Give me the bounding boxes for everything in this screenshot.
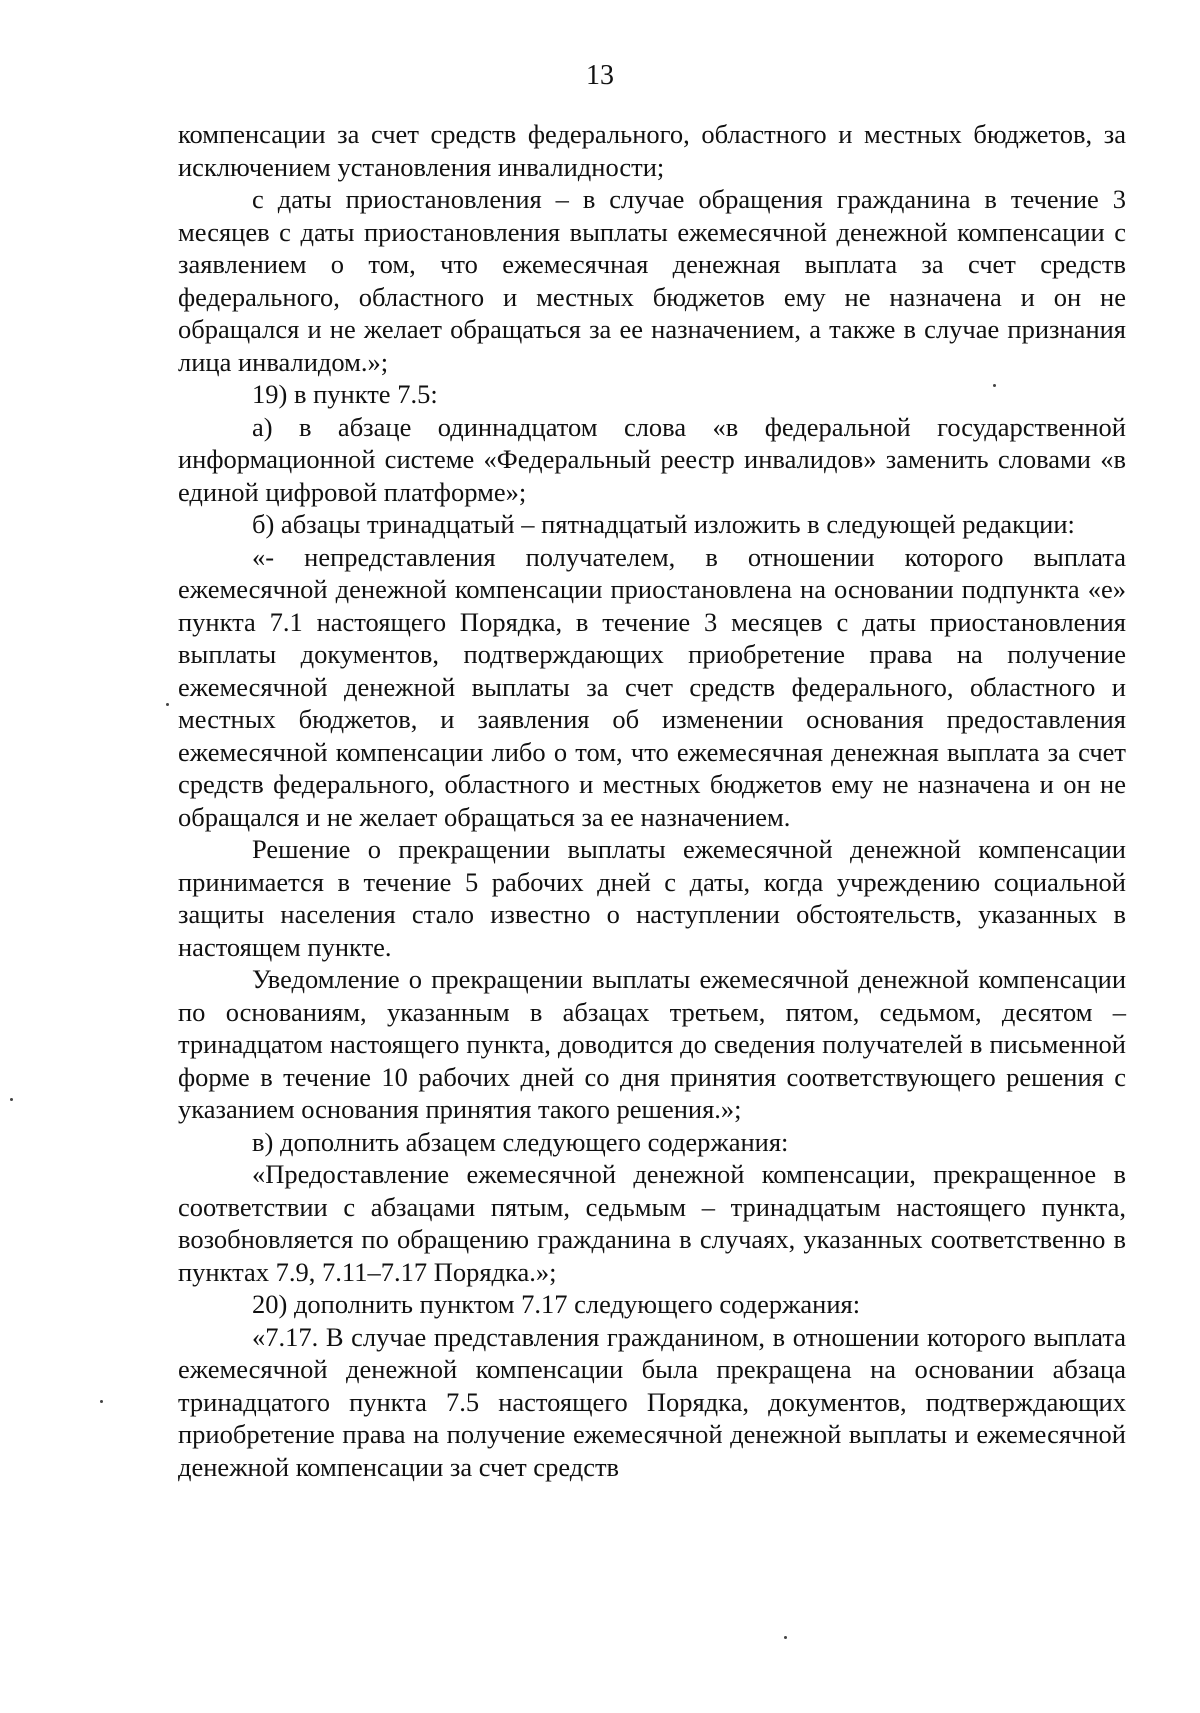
page-number: 13 [586, 60, 614, 91]
paragraph: с даты приостановления – в случае обращения гражданина в течение 3 месяцев с даты приостановления выплаты ежемесячной денежной компенсации с заявлением о том, что ежемесячная денежная выплата за счет средств федерального, областного и местных бюджетов ему не назначена и он не обращался и не желает обращаться за ее назначением, а также в случае признания лица инвалидом.»; [178, 184, 1126, 377]
paragraph-item-19: 19) в пункте 7.5: [252, 379, 438, 409]
paragraph: «Предоставление ежемесячной денежной компенсации, прекращенное в соответствии с абзацами пятым, седьмым – тринадцатым настоящего пункта, возобновляется по обращению гражданина в случаях, указанных соответственно в пунктах 7.9, 7.11–7.17 Порядка.»; [178, 1159, 1126, 1287]
scan-speck [100, 1400, 103, 1403]
scan-speck [993, 384, 996, 387]
paragraph-item-7-17: «7.17. В случае представления гражданином, в отношении которого выплата ежемесячной денежной компенсации была прекращена на основании абзаца тринадцатого пункта 7.5 настоящего Порядка, документов, подтверждающих приобретение права на получение ежемесячной денежной выплаты и ежемесячной денежной компенсации за счет средств [178, 1321, 1126, 1482]
document-body [178, 118, 1126, 1483]
paragraph-continuation: компенсации за счет средств федерального, областного и местных бюджетов, за исключением установления инвалидности; [178, 119, 1126, 182]
scan-speck [166, 703, 169, 706]
scan-speck [10, 1098, 13, 1101]
paragraph-item-20: 20) дополнить пунктом 7.17 следующего содержания: [252, 1289, 861, 1319]
paragraph: Решение о прекращении выплаты ежемесячной денежной компенсации принимается в течение 5 рабочих дней с даты, когда учреждению социальной защиты населения стало известно о наступлении обстоятельств, указанных в настоящем пункте. [178, 834, 1126, 962]
scan-speck [784, 1636, 787, 1639]
paragraph-subitem-b: б) абзацы тринадцатый – пятнадцатый изложить в следующей редакции: [252, 509, 1075, 539]
paragraph: «- непредставления получателем, в отношении которого выплата ежемесячной денежной компенсации приостановлена на основании подпункта «е» пункта 7.1 настоящего Порядка, в течение 3 месяцев с даты приостановления выплаты документов, подтверждающих приобретение права на получение ежемесячной денежной выплаты за счет средств федерального, областного и местных бюджетов, и заявления об изменении основания предоставления ежемесячной компенсации либо о том, что ежемесячная денежная выплата за счет средств федерального, областного и местных бюджетов ему не назначена и он не обращался и не желает обращаться за ее назначением. [178, 541, 1126, 832]
paragraph: Уведомление о прекращении выплаты ежемесячной денежной компенсации по основаниям, указанным в абзацах третьем, пятом, седьмом, десятом – тринадцатом настоящего пункта, доводится до сведения получателей в письменной форме в течение 10 рабочих дней со дня принятия соответствующего решения с указанием основания принятия такого решения.»; [178, 964, 1126, 1124]
paragraph-subitem-v: в) дополнить абзацем следующего содержания: [252, 1126, 789, 1157]
paragraph-subitem-a: а) в абзаце одиннадцатом слова «в федеральной государственной информационной системе «Федеральный реестр инвалидов» заменить словами «в единой цифровой платформе»; [178, 411, 1126, 507]
